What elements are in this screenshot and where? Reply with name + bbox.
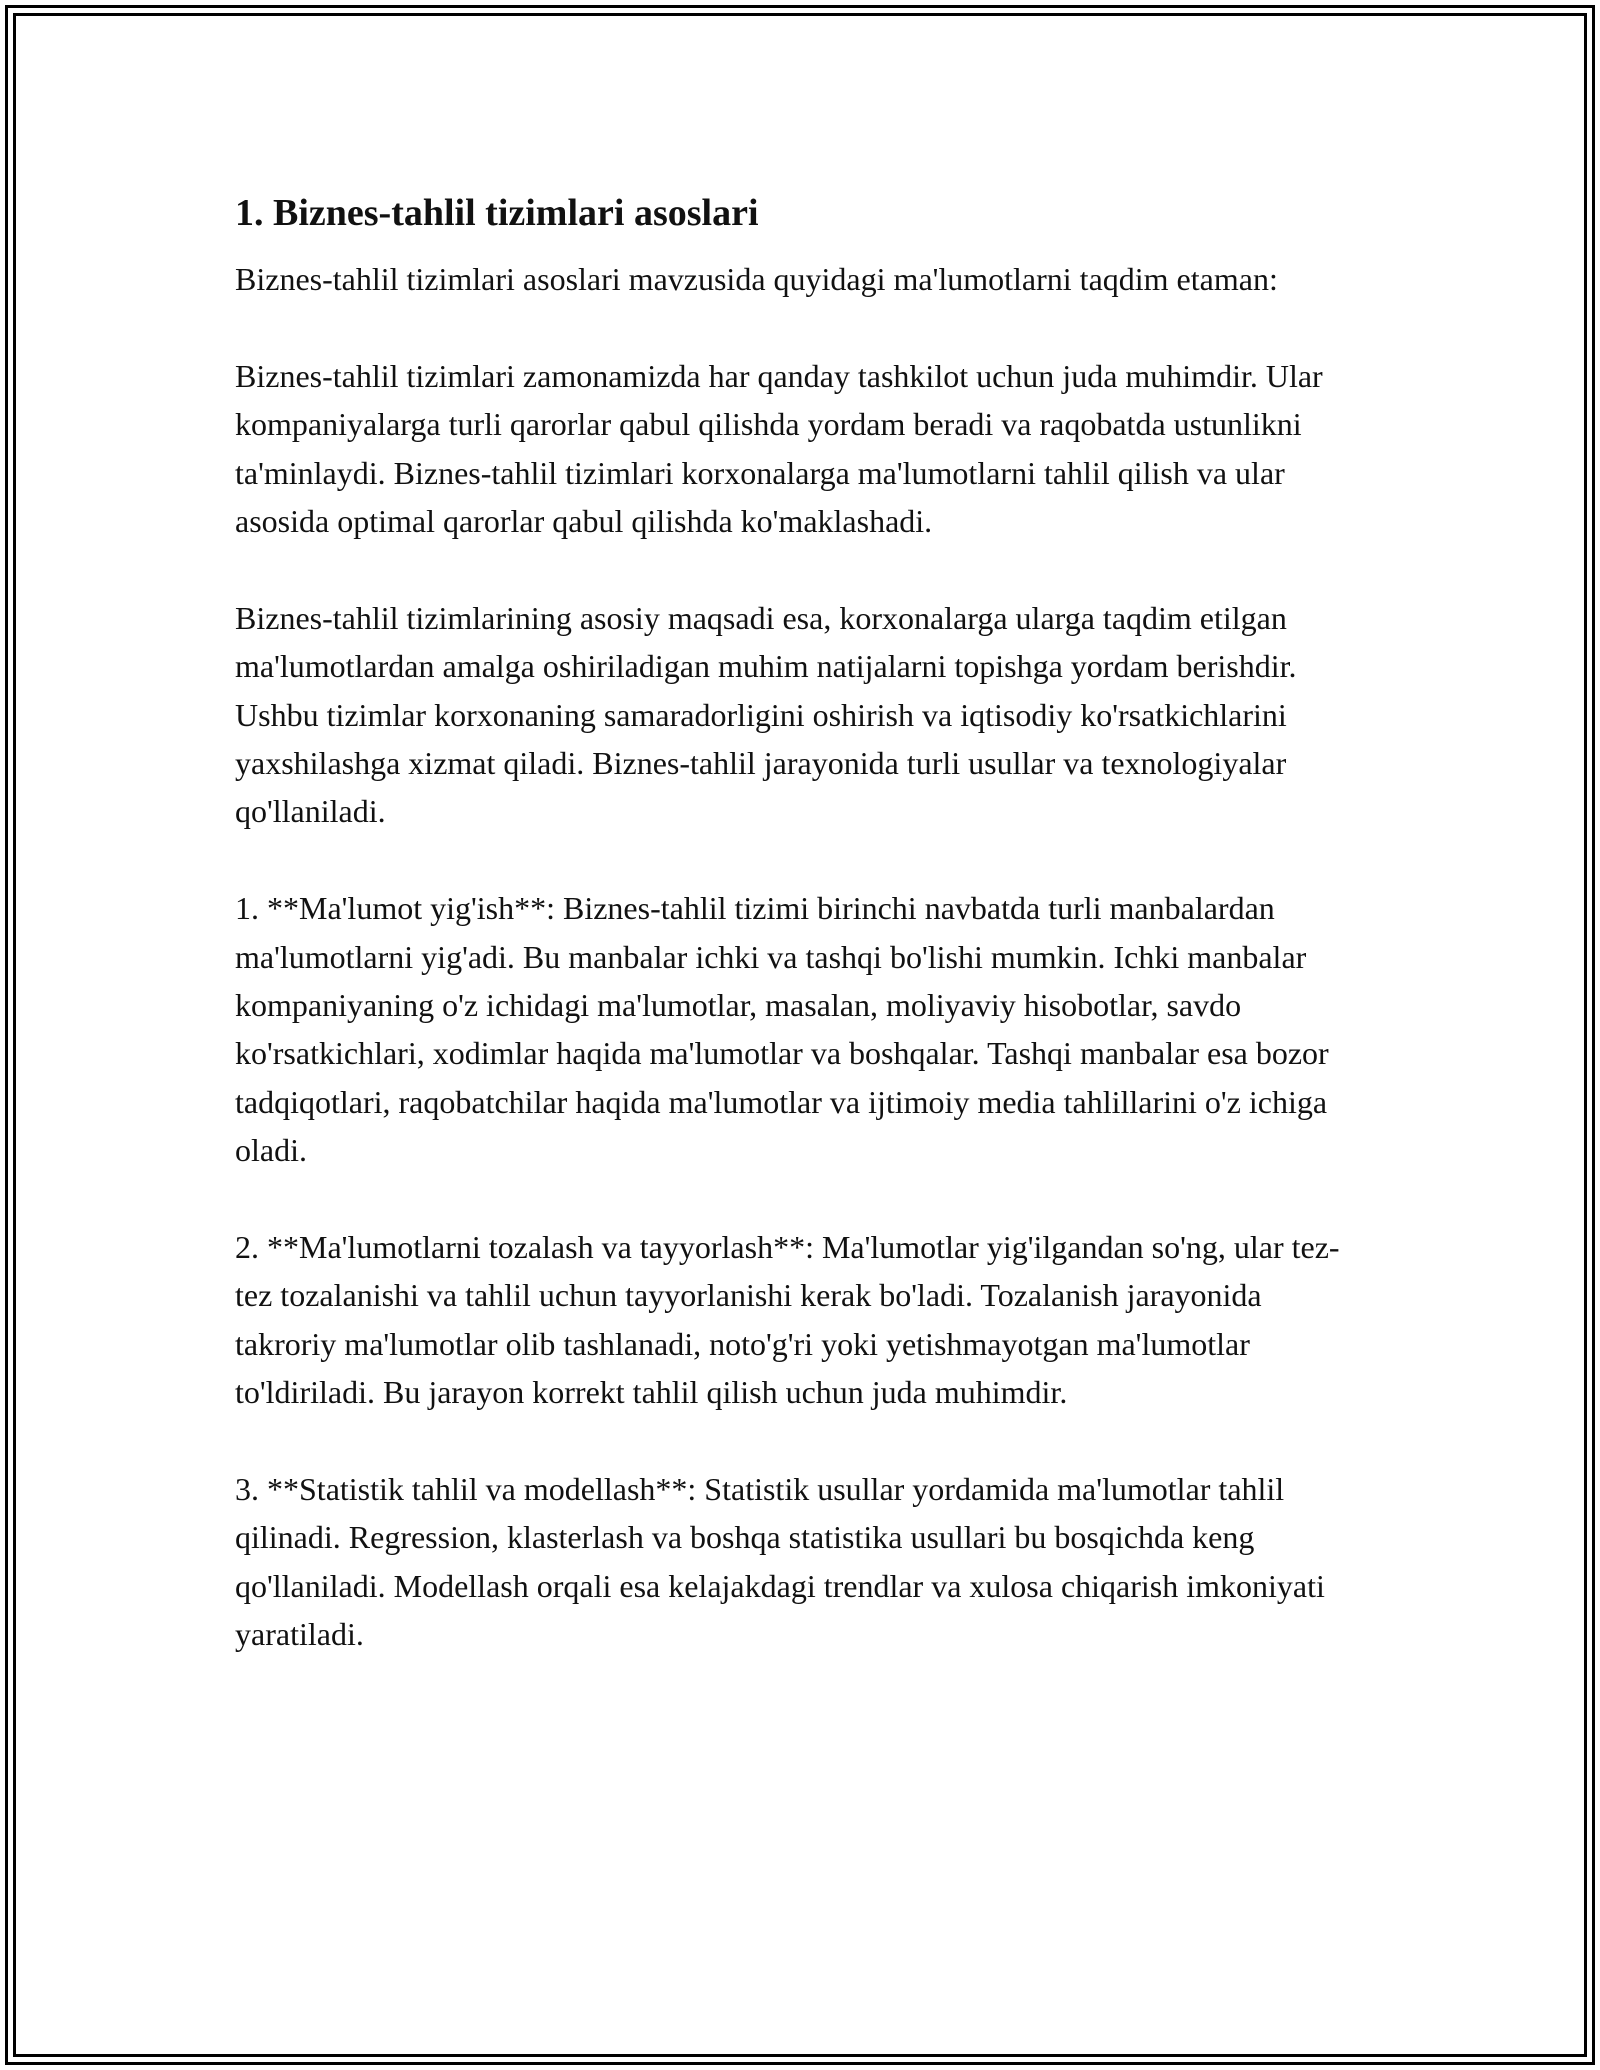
paragraph-statistical-analysis: 3. **Statistik tahlil va modellash**: Statistik usullar yordamida ma'lumotlar tahlil qilinadi. Regression, klasterlash va boshqa statistika usullari bu bosqichda keng qo'llaniladi. Modellash orqali esa kelajakdagi trendlar va xulosa chiqarish imkoniyati yaratiladi. bbox=[235, 1471, 1325, 1653]
paragraph-data-collection: 1. **Ma'lumot yig'ish**: Biznes-tahlil tizimi birinchi navbatda turli manbalardan ma'lumotlarni yig'adi. Bu manbalar ichki va tashqi bo'lishi mumkin. Ichki manbalar kompaniyaning o'z ichidagi ma'lumotlar, masalan, moliyaviy hisobotlar, savdo ko'rsatkichlari, xodimlar haqida ma'lumotlar va boshqalar. Tashqi manbalar esa bozor tadqiqotlari, raqobatchilar haqida ma'lumotlar va ijtimoiy media tahlillarini o'z ichiga oladi. bbox=[235, 890, 1329, 1169]
document-title: 1. Biznes-tahlil tizimlari asoslari bbox=[235, 192, 759, 234]
paragraph-purpose: Biznes-tahlil tizimlarining asosiy maqsadi esa, korxonalarga ularga taqdim etilgan ma'lumotlardan amalga oshiriladigan muhim natijalarni topishga yordam berishdir. Ushbu tizimlar korxonaning samaradorligini oshirish va iqtisodiy ko'rsatkichlarini yaxshilashga xizmat qiladi. Biznes-tahlil jarayonida turli usullar va texnologiyalar qo'llaniladi. bbox=[235, 599, 1297, 830]
paragraph-intro: Biznes-tahlil tizimlari asoslari mavzusida quyidagi ma'lumotlarni taqdim etaman: bbox=[235, 261, 1278, 297]
document-body bbox=[235, 185, 1365, 1659]
paragraph-importance: Biznes-tahlil tizimlari zamonamizda har qanday tashkilot uchun juda muhimdir. Ular kompaniyalarga turli qarorlar qabul qilishda yordam beradi va raqobatda ustunlikni ta'minlaydi. Biznes-tahlil tizimlari korxonalarga ma'lumotlarni tahlil qilish va ular asosida optimal qarorlar qabul qilishda ko'maklashadi. bbox=[235, 357, 1323, 540]
paragraph-data-cleaning: 2. **Ma'lumotlarni tozalash va tayyorlash**: Ma'lumotlar yig'ilgandan so'ng, ular tez-tez tozalanishi va tahlil uchun tayyorlanishi kerak bo'ladi. Tozalanish jarayonida takroriy ma'lumotlar olib tashlanadi, noto'g'ri yoki yetishmayotgan ma'lumotlar to'ldiriladi. Bu jarayon korrekt tahlil qilish uchun juda muhimdir. bbox=[235, 1229, 1340, 1411]
